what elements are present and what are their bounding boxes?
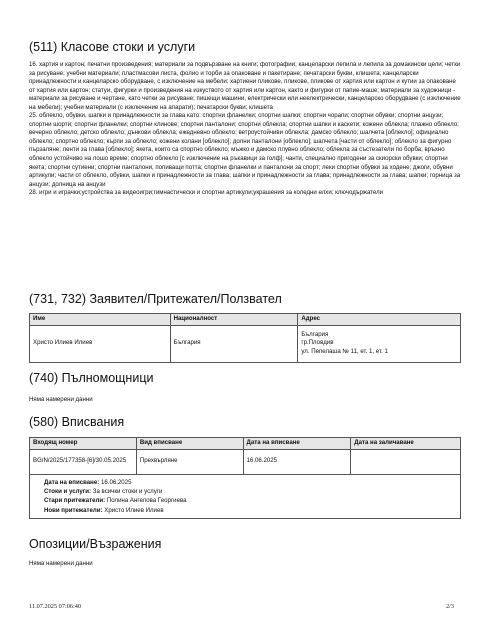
detail-label: Стоки и услуги: xyxy=(44,487,92,495)
column-header-date: Дата на вписване xyxy=(243,438,351,450)
column-header-nationality: Националност xyxy=(170,314,298,326)
table-row xyxy=(30,325,461,362)
detail-goods xyxy=(44,487,460,496)
entry-type: Прехвърляне xyxy=(136,449,243,474)
entry-deleted-date xyxy=(351,449,461,474)
address-city: гр.Пловдив xyxy=(301,339,334,347)
applicant-table xyxy=(29,313,461,363)
detail-new-owners xyxy=(44,506,460,515)
entries-table xyxy=(29,437,461,519)
applicant-section-title: (731, 732) Заявител/Притежател/Ползвател xyxy=(29,292,282,306)
column-header-number: Входящ номер xyxy=(30,438,137,450)
column-header-name: Име xyxy=(30,314,171,326)
entry-date: 16.06.2025 xyxy=(243,449,351,474)
oppositions-section-title: Опозиции/Възражения xyxy=(29,537,162,551)
entry-details xyxy=(30,474,461,519)
entries-section-title: (580) Вписвания xyxy=(29,415,125,429)
detail-label: Дата на вписване: xyxy=(44,478,100,486)
column-header-type: Вид вписване xyxy=(136,438,243,450)
address-street: ул. Пепелаша № 11, ет. 1, ет. 1 xyxy=(301,347,388,355)
table-row xyxy=(30,449,461,474)
detail-value: Христо Илиев Илиев xyxy=(102,506,164,514)
column-header-deleted: Дата на заличаване xyxy=(351,438,461,450)
print-timestamp: 11.07.2025 07:06:40 xyxy=(29,603,82,610)
goods-list xyxy=(29,61,461,198)
oppositions-empty-text: Няма намерени данни xyxy=(29,560,93,567)
detail-value: 16.06.2025 xyxy=(99,478,132,486)
representatives-section-title: (740) Пълномощници xyxy=(29,371,154,385)
applicant-address xyxy=(298,325,461,362)
applicant-name: Христо Илиев Илиев xyxy=(30,325,171,362)
table-header-row xyxy=(30,438,461,450)
applicant-nationality: България xyxy=(170,325,298,362)
address-country: България xyxy=(301,330,329,338)
detail-label: Нови притежатели: xyxy=(44,506,103,514)
page-number: 2/3 xyxy=(446,603,455,610)
entry-number: BG/N/2025/177358-[6]/30.05.2025 xyxy=(30,449,137,474)
detail-value: За всички стоки и услуги xyxy=(91,487,163,495)
detail-value: Полина Ангелова Георгиева xyxy=(105,497,187,505)
detail-label: Стари притежатели: xyxy=(44,497,106,505)
detail-old-owners xyxy=(44,496,460,505)
goods-section-title: (511) Класове стоки и услуги xyxy=(29,40,196,54)
goods-class-28: 28. игри и играчки;устройства за видеоигри;гимнастически и спортни артикули;украшения за коледни елхи; ключодържатели xyxy=(29,189,384,197)
entry-detail-row xyxy=(30,474,461,519)
goods-class-16: 16. хартия и картон; печатни произведения; материали за подвързване на книги; фотографии; канцеларски лепила и лепила за домакински цели; четки за рисуване; учебни материали; пластмасови листа, фолио и торби за опаковане и пакетиране; печатарски букви, клишета; канцеларски принадлежности и канцеларско оборудване, с изключение на мебели; хартиени пликове, пликове, пликове от хартия или картон и кутии за опаковане от хартия или картон; статуи, фигурки и произведения на изкуството от хартия или картон, както и фигурки от папие-маше; материали за художници - материали за рисуване и чертане, като четки за рисуване; пишещи машини, електрически или неелектрически, канцеларско оборудване (с изключение на мебели); учебни материали (с изключение на апарати); печатарски букви; клишета xyxy=(29,61,461,111)
table-header-row xyxy=(30,314,461,326)
column-header-address: Адрес xyxy=(298,314,461,326)
representatives-empty-text: Няма намерени данни xyxy=(29,396,93,403)
detail-entry-date xyxy=(44,478,460,487)
goods-class-25: 25. облекло, обувки, шапки и принадлежности за глава като: спортни фланелки; спортни шапки; спортни чорапи; спортни обувки; спортни анцузи; спортни шорти; спортни фланелки; спортни клинове; спортни панталони; спортни облекла; спортни шапки и каскети; кожени облекла; плажно облекло; вечерно облекло; детско облекло; дънкови облекла; ежедневно облекло; ветроустойчиви облекла; дамско облекло; шалчета [облекло]; официално облекло; спортно облекло; кърпи за облекло; кожени колани [облекло]; долни панталони [облекло]; шалчета [части от облекло]; облекло за фигурно пързаляне; ленти за глава [облекло]; якета, които са спортно облекло; мъжко и дамско плувно облекло; облекла за състезатели по борба; връхно облекло устойчиво на лошо време; спортно облекло [с изключение на ръкавици за голф]; чанти, специално пригодени за скиорски обувки; спортни якета; спортни сутиени; спортни панталони, попиващи потта; спортни фланелки и панталони за спорт; леки спортни обувки за ходене; джоги, обувни артикули; части от облекло, обувки, шапки и принадлежности за глава; шапки и принадлежности за глава; принадлежности за глава; шапки; горница за анцузи; долница на анцузи xyxy=(29,112,461,188)
